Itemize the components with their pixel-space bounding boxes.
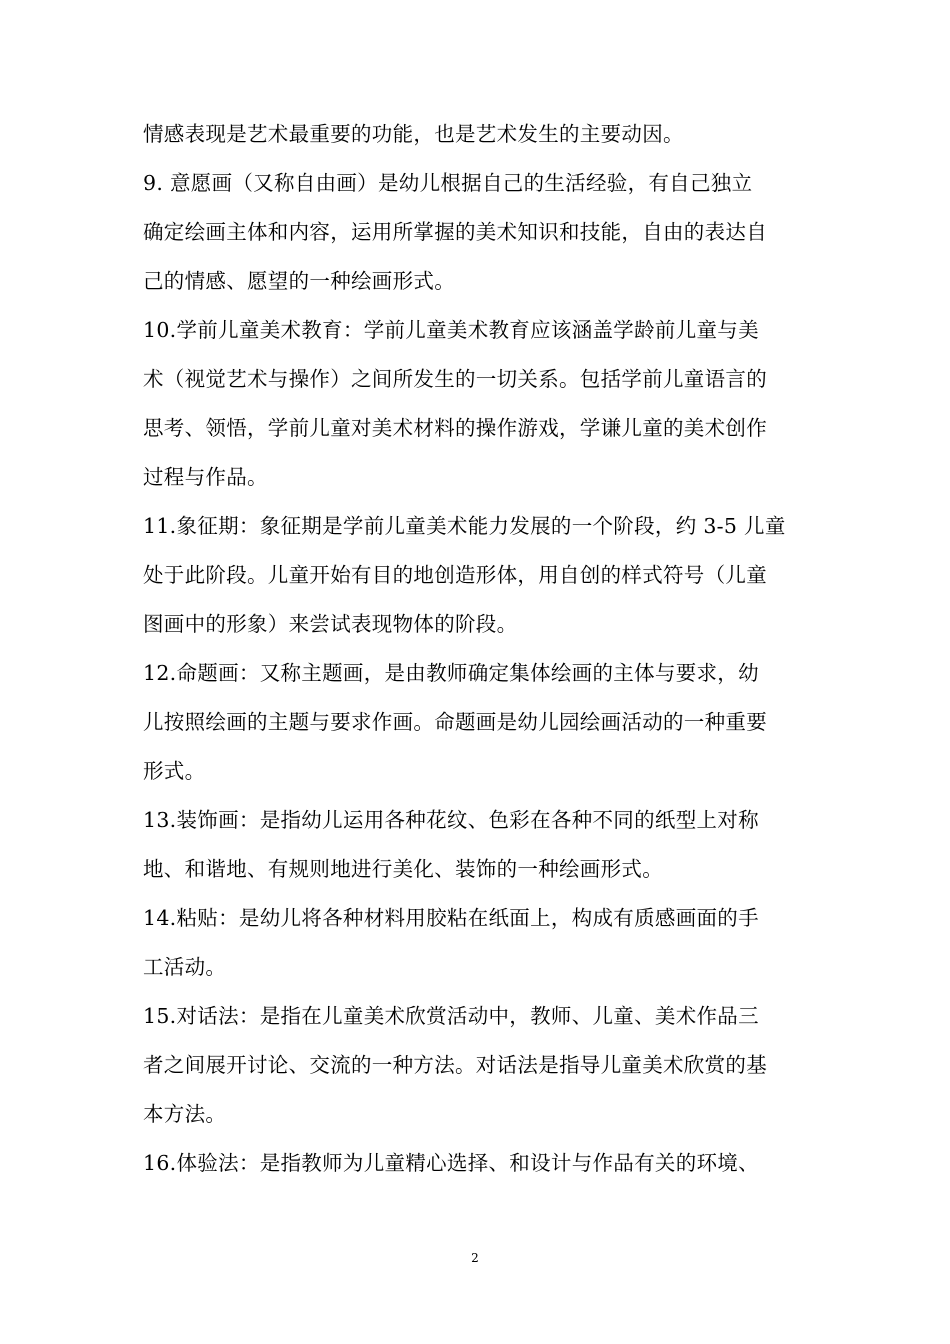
text-line: 本方法。: [143, 1102, 227, 1126]
text-line: 己的情感、愿望的一种绘画形式。: [143, 269, 455, 293]
text-line: 14.粘贴：是幼儿将各种材料用胶粘在纸面上，构成有质感画面的手: [143, 906, 759, 930]
text-line: 者之间展开讨论、交流的一种方法。对话法是指导儿童美术欣赏的基: [143, 1053, 767, 1077]
text-line: 思考、领悟，学前儿童对美术材料的操作游戏，学谦儿童的美术创作: [143, 416, 767, 440]
text-line: 12.命题画：又称主题画，是由教师确定集体绘画的主体与要求，幼: [143, 661, 759, 685]
text-line: 术（视觉艺术与操作）之间所发生的一切关系。包括学前儿童语言的: [143, 367, 767, 391]
text-line: 11.象征期：象征期是学前儿童美术能力发展的一个阶段，约 3-5 儿童: [143, 514, 786, 538]
text-line: 儿按照绘画的主题与要求作画。命题画是幼儿园绘画活动的一种重要: [143, 710, 767, 734]
text-line: 工活动。: [143, 955, 227, 979]
document-body: [143, 110, 813, 1188]
text-line: 13.装饰画：是指幼儿运用各种花纹、色彩在各种不同的纸型上对称: [143, 808, 759, 832]
text-line: 16.体验法：是指教师为儿童精心选择、和设计与作品有关的环境、: [143, 1151, 759, 1175]
page-number: 2: [471, 1251, 479, 1265]
text-line: 地、和谐地、有规则地进行美化、装饰的一种绘画形式。: [143, 857, 663, 881]
text-line: 过程与作品。: [143, 465, 268, 489]
text-line: 10.学前儿童美术教育：学前儿童美术教育应该涵盖学龄前儿童与美: [143, 318, 759, 342]
text-line: 确定绘画主体和内容，运用所掌握的美术知识和技能，自由的表达自: [143, 220, 767, 244]
text-line: 图画中的形象）来尝试表现物体的阶段。: [143, 612, 518, 636]
text-line: 9. 意愿画（又称自由画）是幼儿根据自己的生活经验，有自己独立: [143, 171, 753, 195]
text-line: 情感表现是艺术最重要的功能，也是艺术发生的主要动因。: [143, 122, 684, 146]
text-line: 形式。: [143, 759, 206, 783]
text-line: 处于此阶段。儿童开始有目的地创造形体，用自创的样式符号（儿童: [143, 563, 767, 587]
text-line: 15.对话法：是指在儿童美术欣赏活动中，教师、儿童、美术作品三: [143, 1004, 759, 1028]
